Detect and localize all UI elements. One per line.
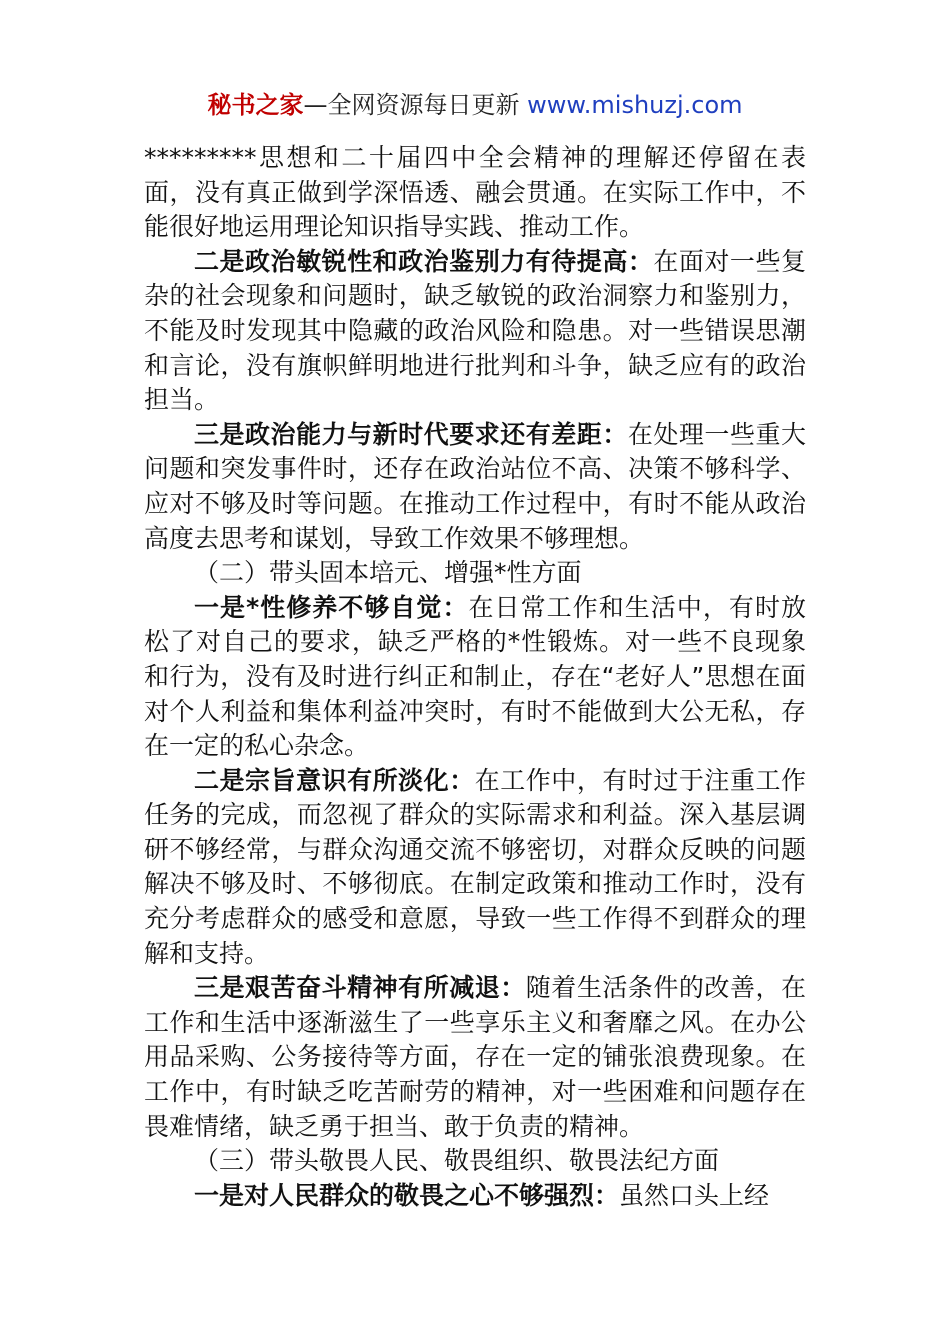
site-url-link[interactable]: www.mishuzj.com xyxy=(527,91,743,119)
header-tagline: —全网资源每日更新 xyxy=(303,91,520,119)
point-text: 随着生活条件的改善，在工作和生活中逐渐滋生了一些享乐主义和奢靡之风。在办公用品采购、公务接待等方面，存在一定的铺张浪费现象。在工作中，有时缺乏吃苦耐劳的精神，对一些困难和问题存在畏难情绪，缺乏勇于担当、敢于负责的精神。 xyxy=(144,973,806,1141)
point-text: 虽然口头上经 xyxy=(619,1180,770,1210)
paragraph-continuation: *********思想和二十届四中全会精神的理解还停留在表面，没有真正做到学深悟透、融会贯通。在实际工作中，不能很好地运用理论知识指导实践、推动工作。 xyxy=(144,143,806,242)
paragraph-point xyxy=(144,418,806,556)
point-text: 在工作中，有时过于注重工作任务的完成，而忽视了群众的实际需求和利益。深入基层调研不够经常，与群众沟通交流不够密切，对群众反映的问题解决不够及时、不够彻底。在制定政策和推动工作时，没有充分考虑群众的感受和意愿，导致一些工作得不到群众的理解和支持。 xyxy=(144,765,806,968)
brand-name: 秘书之家 xyxy=(207,91,304,119)
point-text: 在处理一些重大问题和突发事件时，还存在政治站位不高、决策不够科学、应对不够及时等问题。在推动工作过程中，有时不能从政治高度去思考和谋划，导致工作效果不够理想。 xyxy=(144,419,806,553)
point-heading: 一是对人民群众的敬畏之心不够强烈： xyxy=(194,1180,620,1210)
paragraph-point xyxy=(144,764,806,972)
point-heading: 二是政治敏锐性和政治鉴别力有待提高： xyxy=(194,246,654,276)
point-heading: 二是宗旨意识有所淡化： xyxy=(194,765,475,795)
paragraph-point xyxy=(144,1179,806,1214)
point-heading: 三是艰苦奋斗精神有所减退： xyxy=(194,973,526,1003)
paragraph-point xyxy=(144,245,806,418)
paragraph-point xyxy=(144,971,806,1144)
section-heading: （二）带头固本培元、增强*性方面 xyxy=(194,558,582,588)
point-heading: 三是政治能力与新时代要求还有差距： xyxy=(194,419,628,449)
section-heading: （三）带头敬畏人民、敬畏组织、敬畏法纪方面 xyxy=(194,1146,720,1176)
point-text: 在日常工作和生活中，有时放松了对自己的要求，缺乏严格的*性锻炼。对一些不良现象和行为，没有及时进行纠正和制止，存在“老好人”思想在面对个人利益和集体利益冲突时，有时不能做到大公无私，存在一定的私心杂念。 xyxy=(144,592,806,761)
site-header xyxy=(0,88,950,122)
point-heading: 一是*性修养不够自觉： xyxy=(194,592,469,622)
document-body xyxy=(144,141,806,1213)
point-text: 在面对一些复杂的社会现象和问题时，缺乏敏锐的政治洞察力和鉴别力，不能及时发现其中隐藏的政治风险和隐患。对一些错误思潮和言论，没有旗帜鲜明地进行批判和斗争，缺乏应有的政治担当。 xyxy=(144,246,806,415)
paragraph-point xyxy=(144,591,806,764)
